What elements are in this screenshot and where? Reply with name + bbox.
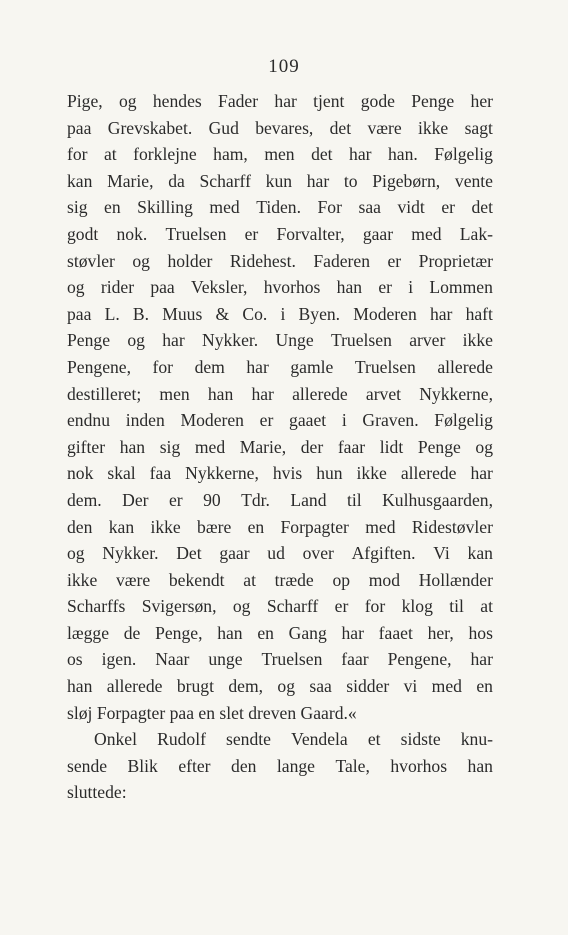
word: saa <box>309 676 332 697</box>
word: kun <box>265 170 293 191</box>
word: Unge <box>275 330 314 351</box>
word: Penge <box>417 436 461 457</box>
word: men <box>159 383 190 404</box>
word: ikke <box>417 117 449 138</box>
word: for <box>152 356 174 377</box>
word: lægge <box>67 622 110 643</box>
word: Penge <box>411 91 455 111</box>
word: Truelsen <box>330 330 392 351</box>
text-line <box>67 327 493 354</box>
word: Følgelig <box>434 410 493 431</box>
word: er <box>259 410 274 431</box>
word: Faderen <box>313 250 371 271</box>
word: Muus <box>162 303 203 324</box>
word: Nykkerne, <box>419 383 493 404</box>
word: Scharffs <box>67 596 126 617</box>
word: Forpagter <box>280 516 349 537</box>
text-line <box>67 115 493 142</box>
word: kan <box>467 543 493 564</box>
word: knu- <box>460 729 493 750</box>
word: Vendela <box>291 729 348 750</box>
word: hvorhos <box>390 755 448 776</box>
word: allerede <box>292 383 348 404</box>
word: sidste <box>400 729 441 750</box>
word: destilleret; <box>67 383 142 404</box>
word: med <box>209 197 240 218</box>
word: hendes <box>152 91 202 111</box>
word: men <box>264 144 295 165</box>
word: Gang <box>288 622 327 643</box>
word: har <box>341 622 364 643</box>
word: det <box>311 144 333 165</box>
word: han <box>217 622 243 643</box>
word: Kulhusgaarden, <box>382 489 493 510</box>
word: den <box>231 755 257 776</box>
word: bære <box>197 516 232 537</box>
word: rider <box>100 277 135 298</box>
word: ham, <box>213 144 248 165</box>
word: allerede <box>437 356 493 377</box>
word: i <box>280 303 286 324</box>
word: gode <box>360 91 395 111</box>
word: har <box>274 91 297 111</box>
word: en <box>104 197 121 218</box>
word: Svigersøn, <box>141 596 217 617</box>
text-line <box>67 381 493 408</box>
word: en <box>257 622 274 643</box>
word: det <box>471 197 493 218</box>
word: Naar <box>155 649 190 670</box>
word: Rudolf <box>157 729 206 750</box>
word: gamle <box>290 356 334 377</box>
text-line <box>67 593 493 620</box>
word: Penge <box>67 330 110 351</box>
text-line <box>67 620 493 647</box>
word: han <box>467 755 493 776</box>
word: Lak- <box>459 223 493 244</box>
word: Nykkerne, <box>185 463 259 484</box>
text-line <box>67 673 493 700</box>
word: gaaet <box>289 410 327 431</box>
word: Truelsen <box>165 223 227 244</box>
word: godt <box>67 223 99 244</box>
word: Gud <box>208 117 239 138</box>
word: paa <box>67 117 92 138</box>
word: i <box>408 277 414 298</box>
word: hos <box>468 622 493 643</box>
word: hun <box>316 463 343 484</box>
word: Moderen <box>180 410 244 431</box>
word: Penge, <box>155 622 203 643</box>
word: faar <box>341 649 369 670</box>
word: Scharff <box>266 596 319 617</box>
word: med <box>194 436 226 457</box>
word: paa <box>150 277 175 298</box>
word: Pigebørn, <box>372 170 441 191</box>
text-line <box>67 434 493 461</box>
word: Pengene, <box>67 356 132 377</box>
word: faaet <box>378 622 413 643</box>
word: med <box>431 676 462 697</box>
word: de <box>123 622 141 643</box>
word: dem, <box>228 676 264 697</box>
word: han. <box>387 144 418 165</box>
word: er <box>387 250 402 271</box>
word: inden <box>125 410 165 431</box>
word: er <box>441 197 455 218</box>
word: har <box>429 303 453 324</box>
word: og <box>127 330 145 351</box>
word: Onkel <box>94 729 137 750</box>
word: ikke <box>356 463 387 484</box>
word: Truelsen <box>261 649 323 670</box>
word: han <box>336 277 363 298</box>
word: er <box>168 489 183 510</box>
word: og <box>475 436 493 457</box>
word: gaar <box>362 223 394 244</box>
word: hvorhos <box>263 277 321 298</box>
word: vi <box>403 676 418 697</box>
word: Byen. <box>298 303 341 324</box>
word: og <box>118 91 137 111</box>
word: Pengene, <box>387 649 452 670</box>
word: ikke <box>150 516 181 537</box>
word: bevares, <box>255 117 314 138</box>
word: ikke <box>67 569 98 590</box>
text-line <box>67 460 493 487</box>
word: igen. <box>101 649 137 670</box>
word: lidt <box>379 436 404 457</box>
body-text <box>67 88 493 806</box>
word: bekendt <box>168 569 225 590</box>
word: er <box>378 277 392 298</box>
word: Land <box>290 489 327 510</box>
word: sendte <box>226 729 271 750</box>
word: lange <box>276 755 315 776</box>
word: Grevskabet. <box>107 117 193 138</box>
word: og <box>67 277 85 298</box>
word: For <box>317 197 342 218</box>
word: og <box>277 676 296 697</box>
word: L. <box>104 303 120 324</box>
word: faar <box>337 436 366 457</box>
word: Nykker. <box>202 330 259 351</box>
text-line <box>67 487 493 514</box>
word: gaar <box>219 543 250 564</box>
word: at <box>480 596 493 617</box>
word: faa <box>149 463 172 484</box>
word: brugt <box>176 676 214 697</box>
word: er <box>244 223 259 244</box>
text-line <box>67 753 493 780</box>
word: har <box>349 144 372 165</box>
word: her <box>470 91 493 111</box>
word: Ridestøvler <box>411 516 493 537</box>
word: Blik <box>127 755 158 776</box>
word: er <box>334 596 349 617</box>
word: at <box>243 569 256 590</box>
word: i <box>341 410 347 431</box>
word: tjent <box>313 91 345 111</box>
word: Forvalter, <box>276 223 345 244</box>
word: og <box>232 596 251 617</box>
text-line <box>67 354 493 381</box>
word: efter <box>178 755 211 776</box>
word: det <box>329 117 352 138</box>
word: arvet <box>365 383 402 404</box>
word: og <box>132 250 150 271</box>
word: kan <box>67 170 93 191</box>
word: Pige, <box>67 91 103 111</box>
word: den <box>67 516 93 537</box>
word: Hollænder <box>418 569 493 590</box>
word: og <box>67 543 85 564</box>
word: har <box>306 170 330 191</box>
word: sig <box>159 436 181 457</box>
word: ud <box>267 543 285 564</box>
word: med <box>365 516 396 537</box>
text-line: sløj Forpagter paa en slet dreven Gaard.« <box>67 702 357 723</box>
word: til <box>449 596 464 617</box>
word: til <box>346 489 362 510</box>
text-line <box>67 221 493 248</box>
word: Lommen <box>429 277 493 298</box>
word: en <box>476 676 493 697</box>
page-number: 109 <box>268 56 300 77</box>
word: sidder <box>346 676 390 697</box>
word: dem. <box>67 489 102 510</box>
text-line <box>67 274 493 301</box>
word: & <box>215 303 230 324</box>
word: nok <box>67 463 94 484</box>
word: kan <box>108 516 135 537</box>
word: Graven. <box>362 410 419 431</box>
word: Det <box>176 543 202 564</box>
word: at <box>103 144 117 165</box>
word: saa <box>358 197 381 218</box>
word: her, <box>427 622 454 643</box>
word: to <box>343 170 358 191</box>
word: paa <box>67 303 92 324</box>
word: over <box>302 543 334 564</box>
word: har <box>162 330 185 351</box>
word: skal <box>107 463 136 484</box>
text-line <box>67 646 493 673</box>
word: for <box>364 596 386 617</box>
word: Vi <box>433 543 450 564</box>
word: Veksler, <box>190 277 248 298</box>
word: sig <box>67 197 88 218</box>
text-line <box>67 514 493 541</box>
word: han <box>207 383 234 404</box>
word: Proprietær <box>418 250 493 271</box>
text-line <box>67 726 493 753</box>
word: træde <box>274 569 314 590</box>
word: forklejne <box>133 144 197 165</box>
word: op <box>332 569 351 590</box>
word: Tdr. <box>241 489 270 510</box>
word: nok. <box>116 223 148 244</box>
word: vidt <box>397 197 425 218</box>
word: Fader <box>218 91 259 111</box>
word: Marie, <box>239 436 287 457</box>
text-line <box>67 194 493 221</box>
text-line <box>67 248 493 275</box>
text-line <box>67 301 493 328</box>
word: støvler <box>67 250 115 271</box>
word: Marie, <box>107 170 154 191</box>
word: han <box>67 676 93 697</box>
text-line <box>67 168 493 195</box>
word: har <box>246 356 269 377</box>
word: Afgiften. <box>351 543 416 564</box>
word: allerede <box>400 463 457 484</box>
word: han <box>119 436 146 457</box>
word: Truelsen <box>354 356 416 377</box>
word: har <box>470 463 493 484</box>
word: Der <box>122 489 149 510</box>
word: mod <box>368 569 400 590</box>
word: holder <box>167 250 213 271</box>
word: for <box>67 144 88 165</box>
word: Følgelig <box>434 144 493 165</box>
word: Ridehest. <box>229 250 296 271</box>
word: Tale, <box>335 755 370 776</box>
word: en <box>247 516 265 537</box>
word: da <box>168 170 185 191</box>
word: dem <box>194 356 225 377</box>
word: sende <box>67 755 108 776</box>
word: har <box>470 649 493 670</box>
word: os <box>67 649 83 670</box>
word: sagt <box>464 117 493 138</box>
word: arver <box>409 330 446 351</box>
word: hvis <box>272 463 303 484</box>
text-line <box>67 141 493 168</box>
word: haft <box>465 303 493 324</box>
text-line: sluttede: <box>67 782 127 803</box>
word: være <box>115 569 151 590</box>
word: Tiden. <box>256 197 302 218</box>
text-line <box>67 540 493 567</box>
word: 90 <box>203 489 221 510</box>
word: har <box>251 383 274 404</box>
word: Co. <box>242 303 268 324</box>
word: Scharff <box>199 170 251 191</box>
word: Moderen <box>353 303 417 324</box>
text-line <box>67 407 493 434</box>
word: ikke <box>462 330 493 351</box>
word: vente <box>454 170 493 191</box>
word: Nykker. <box>102 543 159 564</box>
word: endnu <box>67 410 110 431</box>
text-line <box>67 567 493 594</box>
word: unge <box>208 649 243 670</box>
word: klog <box>401 596 433 617</box>
word: være <box>367 117 402 138</box>
word: gifter <box>67 436 106 457</box>
word: B. <box>132 303 150 324</box>
word: Skilling <box>137 197 193 218</box>
word: der <box>300 436 324 457</box>
word: med <box>411 223 442 244</box>
word: allerede <box>106 676 163 697</box>
word: et <box>367 729 381 750</box>
text-line <box>67 88 493 115</box>
